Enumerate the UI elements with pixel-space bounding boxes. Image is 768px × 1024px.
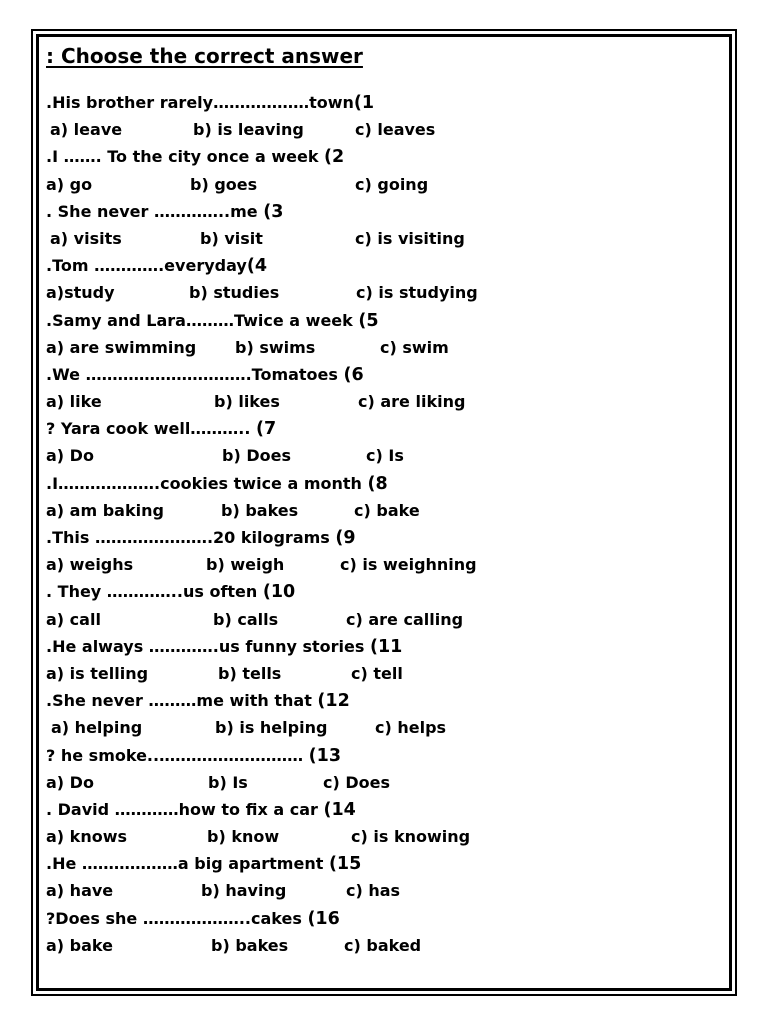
question-item — [46, 905, 706, 959]
question-sentence: . She never …………..me — [46, 201, 264, 221]
question-sentence: .We ………………………….Tomatoes — [46, 364, 344, 384]
answer-options — [46, 769, 706, 796]
answer-options — [46, 442, 706, 469]
answer-option-b[interactable]: b) calls — [213, 609, 279, 629]
question-item — [46, 850, 706, 904]
answer-option-c[interactable]: c) is visiting — [355, 228, 465, 248]
answer-options — [46, 497, 706, 524]
question-text — [46, 361, 706, 388]
question-text — [46, 252, 706, 279]
question-sentence: .I ……. To the city once a week — [46, 147, 325, 167]
answer-option-c[interactable]: c) Is — [366, 446, 404, 466]
question-text — [46, 415, 706, 442]
question-text — [46, 742, 706, 769]
question-sentence: . They …………..us often — [46, 582, 263, 602]
answer-options — [46, 551, 706, 578]
question-number: (12 — [317, 691, 350, 712]
answer-option-b[interactable]: b) tells — [218, 663, 282, 683]
answer-option-a[interactable]: a) helping — [51, 718, 143, 738]
answer-option-c[interactable]: c) are liking — [358, 392, 466, 412]
question-number: (6 — [343, 364, 364, 385]
question-item — [46, 687, 706, 741]
question-number: (15 — [328, 854, 362, 875]
question-text — [46, 687, 706, 714]
question-item — [46, 524, 706, 578]
answer-option-b[interactable]: b) swims — [235, 337, 316, 357]
answer-option-a[interactable]: a) are swimming — [46, 337, 197, 357]
answer-option-c[interactable]: c) is weighning — [340, 555, 477, 575]
question-number: (13 — [308, 745, 341, 766]
question-item — [46, 415, 706, 469]
question-number: (11 — [369, 636, 403, 657]
answer-options — [46, 823, 706, 850]
answer-option-a[interactable]: a) am baking — [46, 500, 164, 520]
question-number: (2 — [324, 147, 345, 168]
question-item — [46, 198, 706, 252]
answer-option-a[interactable]: a) is telling — [46, 663, 149, 683]
answer-option-b[interactable]: b) weigh — [206, 555, 285, 575]
answer-option-b[interactable]: b) is helping — [215, 718, 328, 738]
question-text — [46, 524, 706, 551]
question-number: (5 — [358, 310, 379, 331]
answer-option-c[interactable]: c) Does — [323, 772, 391, 792]
answer-options — [46, 660, 706, 687]
answer-options — [46, 334, 706, 361]
answer-option-a[interactable]: a) go — [46, 174, 93, 194]
answer-option-a[interactable]: a) knows — [46, 827, 128, 847]
answer-option-c[interactable]: c) swim — [380, 337, 449, 357]
question-number: (14 — [323, 799, 356, 820]
answer-option-c[interactable]: c) has — [346, 881, 401, 901]
answer-options — [46, 171, 706, 198]
answer-options — [46, 279, 706, 306]
question-number: (4 — [246, 256, 268, 277]
answer-option-b[interactable]: b) bakes — [221, 500, 299, 520]
answer-option-c[interactable]: c) tell — [351, 663, 403, 683]
answer-option-a[interactable]: a) visits — [50, 228, 122, 248]
question-sentence: ? he smoke..……………………… — [46, 745, 309, 765]
question-sentence: .His brother rarely………………town — [46, 93, 354, 112]
question-number: (8 — [367, 473, 388, 494]
question-text — [46, 633, 706, 660]
question-item — [46, 89, 706, 143]
answer-option-c[interactable]: c) going — [355, 174, 429, 194]
question-sentence: .Samy and Lara………Twice a week — [46, 310, 359, 330]
answer-options — [46, 606, 706, 633]
question-item — [46, 633, 706, 687]
question-sentence: . David …………how to fix a car — [46, 799, 324, 819]
question-number: (16 — [307, 908, 340, 929]
answer-option-b[interactable]: b) having — [201, 881, 287, 901]
answer-option-b[interactable]: b) likes — [214, 392, 280, 412]
answer-option-a[interactable]: a)study — [46, 283, 115, 303]
question-text — [46, 198, 706, 225]
question-item — [46, 470, 706, 524]
question-text — [46, 89, 706, 116]
answer-option-b[interactable]: b) Is — [208, 772, 248, 792]
answer-options — [46, 932, 706, 959]
answer-options — [46, 877, 706, 904]
question-item — [46, 143, 706, 197]
answer-option-c[interactable]: c) baked — [344, 935, 422, 955]
answer-option-a[interactable]: a) bake — [46, 935, 113, 955]
answer-option-b[interactable]: b) visit — [200, 228, 263, 248]
answer-option-b[interactable]: b) bakes — [211, 935, 289, 955]
answer-option-a[interactable]: a) Do — [46, 446, 94, 466]
answer-options — [46, 714, 706, 741]
question-text — [46, 143, 706, 170]
question-text — [46, 307, 706, 334]
question-number: (1 — [353, 93, 375, 113]
question-item — [46, 796, 706, 850]
question-item — [46, 361, 706, 415]
answer-option-a[interactable]: a) Do — [46, 772, 94, 792]
question-sentence: ? Yara cook well……….. — [46, 419, 257, 439]
answer-options — [46, 225, 706, 252]
answer-option-c[interactable]: c) is knowing — [351, 827, 471, 847]
answer-option-a[interactable]: a) have — [46, 881, 114, 901]
answer-option-a[interactable]: a) weighs — [46, 555, 134, 575]
question-item — [46, 742, 706, 796]
question-text — [46, 796, 706, 823]
answer-options — [46, 388, 706, 415]
question-item — [46, 307, 706, 361]
answer-option-b[interactable]: b) Does — [222, 446, 291, 466]
question-number: (3 — [263, 201, 284, 222]
question-text — [46, 850, 706, 877]
answer-option-b[interactable]: b) goes — [190, 174, 258, 194]
answer-option-a[interactable]: a) call — [46, 609, 101, 629]
answer-options — [46, 116, 706, 143]
answer-option-c[interactable]: c) leaves — [355, 120, 436, 140]
question-item — [46, 578, 706, 632]
answer-option-a[interactable]: a) like — [46, 392, 102, 412]
worksheet-title: : Choose the correct answer — [46, 44, 363, 68]
question-number: (10 — [262, 582, 296, 603]
question-item — [46, 252, 706, 306]
question-text — [46, 905, 706, 932]
question-sentence: .This ………………….20 kilograms — [46, 528, 336, 547]
question-list — [46, 89, 706, 959]
question-sentence: .He always ………….us funny stories — [46, 636, 370, 656]
question-number: (7 — [256, 419, 277, 440]
answer-option-a[interactable]: a) leave — [50, 120, 123, 140]
question-number: (9 — [335, 528, 356, 548]
answer-option-c[interactable]: c) is studying — [356, 283, 478, 303]
answer-option-b[interactable]: b) studies — [189, 283, 280, 303]
question-text — [46, 470, 706, 497]
answer-option-c[interactable]: c) bake — [354, 500, 420, 520]
question-sentence: ?Does she ………………..cakes — [46, 908, 308, 928]
question-sentence: .He ………………a big apartment — [46, 854, 329, 874]
question-sentence: .I……………….cookies twice a month — [46, 473, 368, 493]
question-text — [46, 578, 706, 605]
question-sentence: .She never ………me with that — [46, 691, 318, 711]
answer-option-c[interactable]: c) are calling — [346, 609, 464, 629]
answer-option-b[interactable]: b) is leaving — [193, 120, 304, 140]
question-sentence: .Tom ………….everyday — [46, 256, 247, 276]
answer-option-c[interactable]: c) helps — [375, 718, 447, 738]
answer-option-b[interactable]: b) know — [207, 827, 280, 847]
